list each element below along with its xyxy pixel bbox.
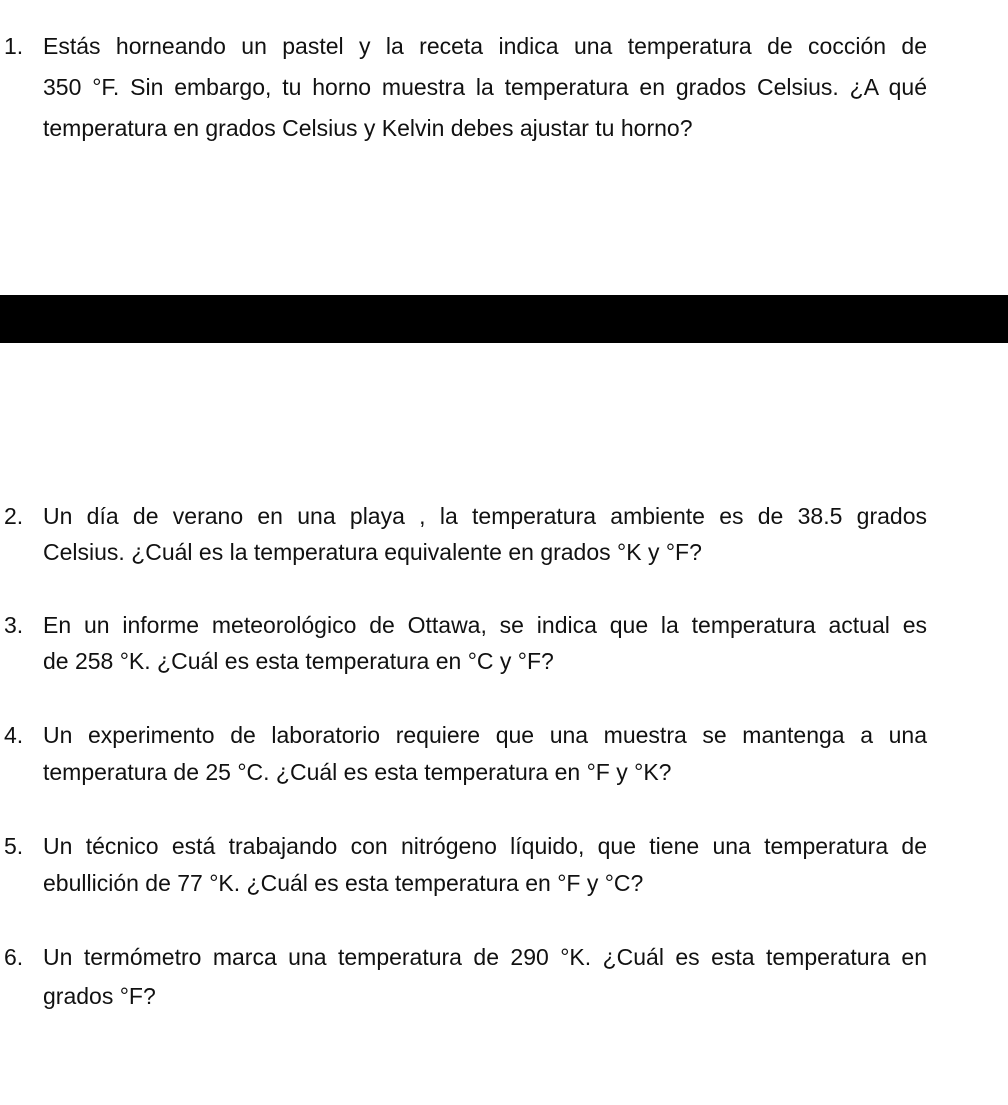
question-line — [0, 498, 1008, 534]
question-text: grados °F? — [43, 983, 156, 1009]
question-number: 1. — [4, 33, 24, 59]
question-text: ebullición de 77 °K. ¿Cuál es esta temperatura en °F y °C? — [43, 870, 644, 896]
question-text: Un termómetro marca una temperatura de 290 °K. ¿Cuál es esta temperatura en — [43, 944, 927, 970]
question-line — [0, 865, 1008, 901]
question-line — [0, 754, 1008, 790]
question-number: 3. — [4, 612, 24, 638]
question-number: 2. — [4, 503, 24, 529]
question-line — [0, 69, 1008, 105]
question-number: 6. — [4, 944, 24, 970]
question-text: 350 °F. Sin embargo, tu horno muestra la temperatura en grados Celsius. ¿A qué — [43, 74, 927, 100]
question-text: de 258 °K. ¿Cuál es esta temperatura en °C y °F? — [43, 648, 554, 674]
question-number: 4. — [4, 722, 24, 748]
question-line — [0, 978, 1008, 1014]
question-line — [0, 534, 1008, 570]
question-line — [0, 110, 1008, 146]
question-line — [0, 28, 1008, 64]
question-line — [0, 939, 1008, 975]
question-text: Celsius. ¿Cuál es la temperatura equivalente en grados °K y °F? — [43, 539, 702, 565]
question-text: Un experimento de laboratorio requiere que una muestra se mantenga a una — [43, 722, 927, 748]
question-line — [0, 717, 1008, 753]
question-text: Un técnico está trabajando con nitrógeno líquido, que tiene una temperatura de — [43, 833, 927, 859]
question-text: temperatura en grados Celsius y Kelvin debes ajustar tu horno? — [43, 115, 693, 141]
question-number: 5. — [4, 833, 24, 859]
question-line — [0, 643, 1008, 679]
question-line — [0, 607, 1008, 643]
question-text: temperatura de 25 °C. ¿Cuál es esta temperatura en °F y °K? — [43, 759, 672, 785]
question-line — [0, 828, 1008, 864]
redaction-bar — [0, 295, 1008, 343]
question-text: Estás horneando un pastel y la receta indica una temperatura de cocción de — [43, 33, 927, 59]
question-text: Un día de verano en una playa , la temperatura ambiente es de 38.5 grados — [43, 503, 927, 529]
question-text: En un informe meteorológico de Ottawa, se indica que la temperatura actual es — [43, 612, 927, 638]
